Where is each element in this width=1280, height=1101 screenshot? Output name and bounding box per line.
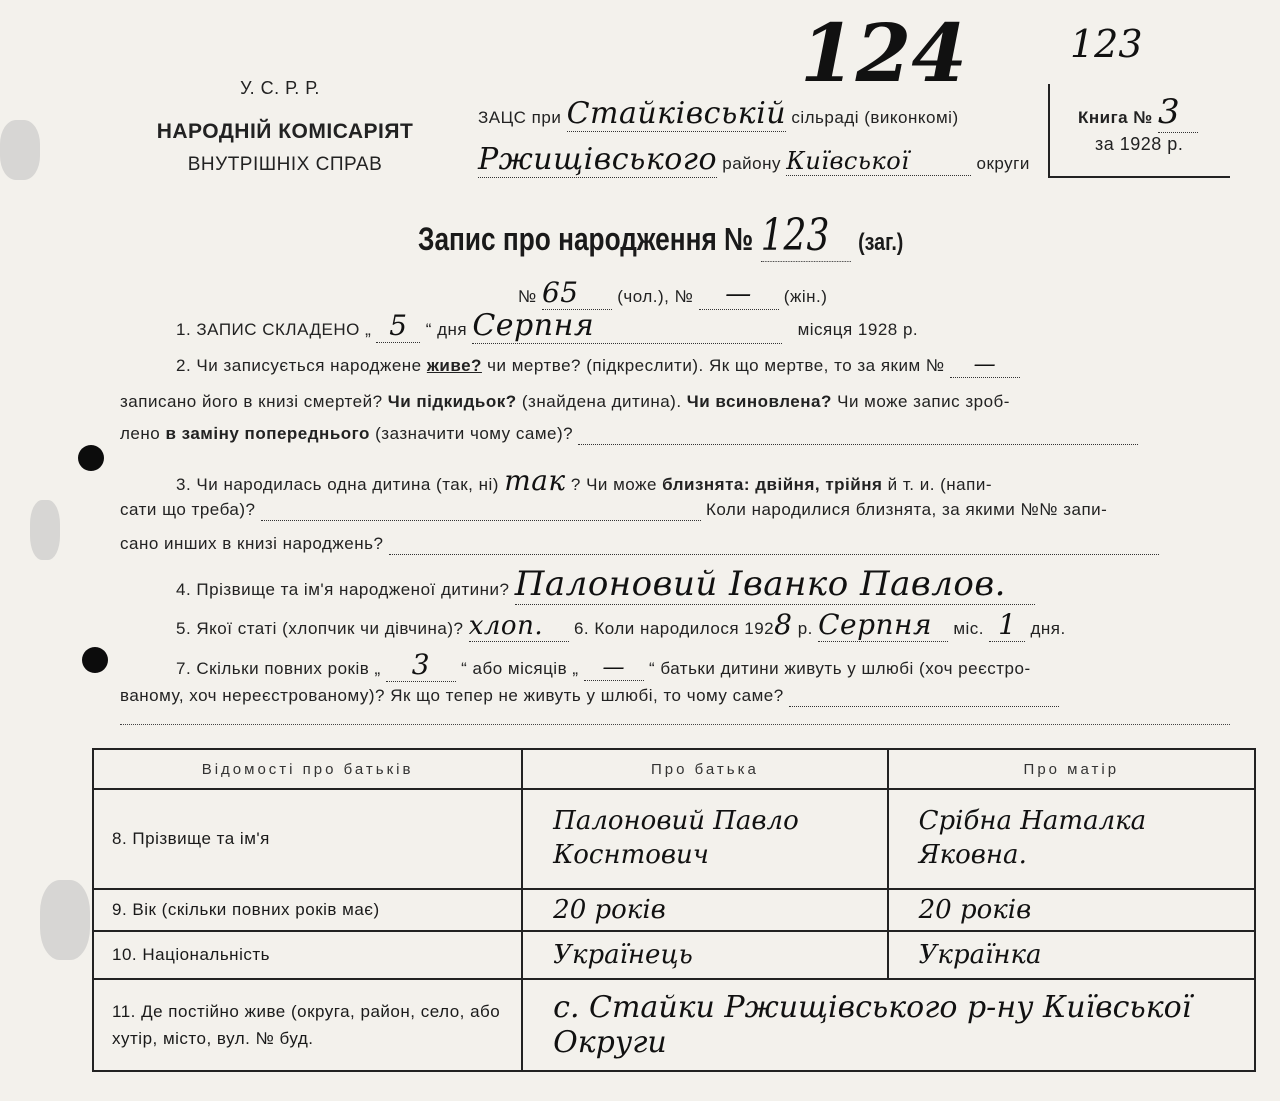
birth-year-digit: 8: [774, 608, 793, 641]
mother-value: 20 років: [888, 889, 1255, 931]
item-7-b: “ або місяців „: [461, 659, 579, 678]
table-row: [93, 889, 1255, 931]
zags-prefix: ЗАЦС при: [478, 108, 562, 127]
item-7-a: 7. Скільки повних років „: [176, 659, 381, 678]
item-7-blank-line: [120, 724, 1230, 725]
item-7-blank: [789, 686, 1059, 707]
item-2-repl: в заміну попереднього: [165, 424, 370, 443]
item-3-blank-2: [389, 534, 1159, 555]
sub-prefix: №: [518, 287, 537, 306]
parents-table: [92, 748, 1256, 1072]
table-row: [93, 789, 1255, 889]
punch-hole-bottom: [82, 647, 108, 673]
book-year: за 1928 р.: [1095, 134, 1184, 154]
book-number: 3: [1158, 92, 1198, 133]
father-value: 20 років: [522, 889, 887, 931]
item-2-line-3: [120, 424, 1138, 445]
header-commissariat: НАРОДНІЙ КОМІСАРІЯТ: [156, 120, 414, 143]
paper-damage: [30, 500, 60, 560]
item-1: [176, 308, 918, 344]
item-6-label: 6. Коли народилося 192: [573, 619, 775, 638]
zags-village: Стайківській: [566, 96, 787, 131]
item-2-adopt: Чи всиновлена?: [686, 392, 832, 411]
header-internal-affairs: ВНУТРІШНІХ СПРАВ: [187, 154, 383, 175]
table-row: [93, 979, 1255, 1071]
item-6-r: р.: [797, 619, 813, 638]
row-label: 9. Вік (скільки повних років має): [93, 889, 522, 931]
birth-day: 1: [989, 608, 1025, 642]
item-3-line-1: [176, 464, 992, 497]
okruha-label: округи: [976, 154, 1030, 173]
item-1-label: 1. ЗАПИС СКЛАДЕНО „: [176, 320, 372, 339]
district-label: району: [722, 154, 782, 173]
table-header-cell: Відомості про батьків: [93, 749, 522, 789]
item-2-d: (знайдена дитина).: [521, 392, 682, 411]
birth-month: Серпня: [818, 608, 948, 642]
paper-damage: [0, 120, 40, 180]
male-label: (чол.), №: [617, 287, 694, 306]
district-line: [478, 142, 1030, 178]
sub-numbers: [518, 276, 827, 310]
item-6-mis: міс.: [953, 619, 985, 638]
item-3-line-2: [120, 500, 1107, 521]
mother-value: Срібна Наталка Яковна.: [888, 789, 1255, 889]
child-name: Палоновий Іванко Павлов.: [515, 564, 1035, 605]
item-3-answer: так: [504, 464, 566, 497]
item-4-label: 4. Прізвище та ім'я народженої дитини?: [176, 580, 510, 599]
table-header-cell: Про матір: [888, 749, 1255, 789]
item-3-line-3: [120, 534, 1159, 555]
item-4: [176, 564, 1035, 605]
district-value: Ржищівського: [478, 142, 718, 177]
table-row: [93, 931, 1255, 979]
item-2-blank: [578, 424, 1138, 445]
title-number: 123: [761, 210, 851, 262]
item-7-line-2: [120, 686, 1059, 707]
paper-damage: [40, 880, 90, 960]
child-sex: хлоп.: [469, 611, 569, 642]
item-1-month: Серпня: [472, 308, 782, 344]
book-label-line: [1078, 92, 1198, 133]
item-2-dash: —: [950, 352, 1020, 378]
item-5-6: [176, 608, 1066, 642]
punch-hole-top: [78, 445, 104, 471]
item-2-f: лено: [120, 424, 161, 443]
item-2-alive: живе?: [426, 356, 482, 375]
zags-suffix: сільраді (виконкомі): [791, 108, 959, 127]
marriage-years: 3: [386, 648, 456, 682]
female-label: (жін.): [783, 287, 828, 306]
header-state: У. С. Р. Р.: [240, 78, 320, 98]
item-2-line-2: [120, 392, 1010, 412]
male-number: 65: [542, 276, 612, 310]
item-3-c: й т. и. (напи-: [887, 475, 993, 494]
title-suffix: (заг.): [858, 229, 904, 256]
item-7-d: ваному, хоч нереєстрованому)? Як що тепер не живуть у шлюбі, то чому саме?: [120, 686, 784, 705]
female-number: —: [699, 279, 779, 310]
marriage-months: —: [584, 655, 644, 681]
item-2-g: (зазначити чому саме)?: [375, 424, 574, 443]
item-3-twins: близнята: двійня, трійня: [662, 475, 883, 494]
item-5-label: 5. Якої статі (хлопчик чи дівчина)?: [176, 619, 464, 638]
mother-value: Українка: [888, 931, 1255, 979]
corner-number: 123: [1070, 22, 1143, 66]
item-3-a: 3. Чи народилась одна дитина (так, ні): [176, 475, 499, 494]
item-3-f: сано инших в книзі народжень?: [120, 534, 384, 553]
title-text: Запис про народження №: [418, 221, 754, 257]
table-header-cell: Про батька: [522, 749, 887, 789]
okruha-value: Київської: [786, 147, 971, 176]
father-value: Палоновий Павло Коснтович: [522, 789, 887, 889]
item-1-mid: “ дня: [425, 320, 468, 339]
item-2-c: записано його в книзі смертей?: [120, 392, 383, 411]
zags-line: [478, 96, 959, 132]
item-1-end: місяця 1928 р.: [797, 320, 919, 339]
row-label: 8. Прізвище та ім'я: [93, 789, 522, 889]
item-7-line-1: [176, 648, 1031, 682]
item-2-b: чи мертве? (підкреслити). Як що мертве, то за яким №: [487, 356, 945, 375]
father-value: Українець: [522, 931, 887, 979]
table-header-row: [93, 749, 1255, 789]
item-3-b: ? Чи може: [570, 475, 657, 494]
item-6-dnia: дня.: [1030, 619, 1066, 638]
item-7-c: “ батьки дитини живуть у шлюбі (хоч реєстро-: [648, 659, 1031, 678]
residence-value: с. Стайки Ржищівського р-ну Київської Округи: [522, 979, 1255, 1071]
item-3-d: сати що треба)?: [120, 500, 256, 519]
item-2-found: Чи підкидьок?: [387, 392, 517, 411]
item-2-a: 2. Чи записується народжене: [176, 356, 422, 375]
item-2-line-1: [176, 352, 1020, 378]
row-label: 10. Національність: [93, 931, 522, 979]
record-title: [418, 210, 903, 262]
book-label: Книга №: [1078, 108, 1153, 127]
item-3-blank: [261, 500, 701, 521]
stamp-number: 124: [800, 6, 967, 100]
row-label: 11. Де постійно живе (округа, район, село, або хутір, місто, вул. № буд.: [93, 979, 522, 1071]
item-1-day: 5: [376, 309, 420, 343]
item-2-e: Чи може запис зроб-: [837, 392, 1010, 411]
item-3-e: Коли народилися близнята, за якими №№ запи-: [705, 500, 1108, 519]
